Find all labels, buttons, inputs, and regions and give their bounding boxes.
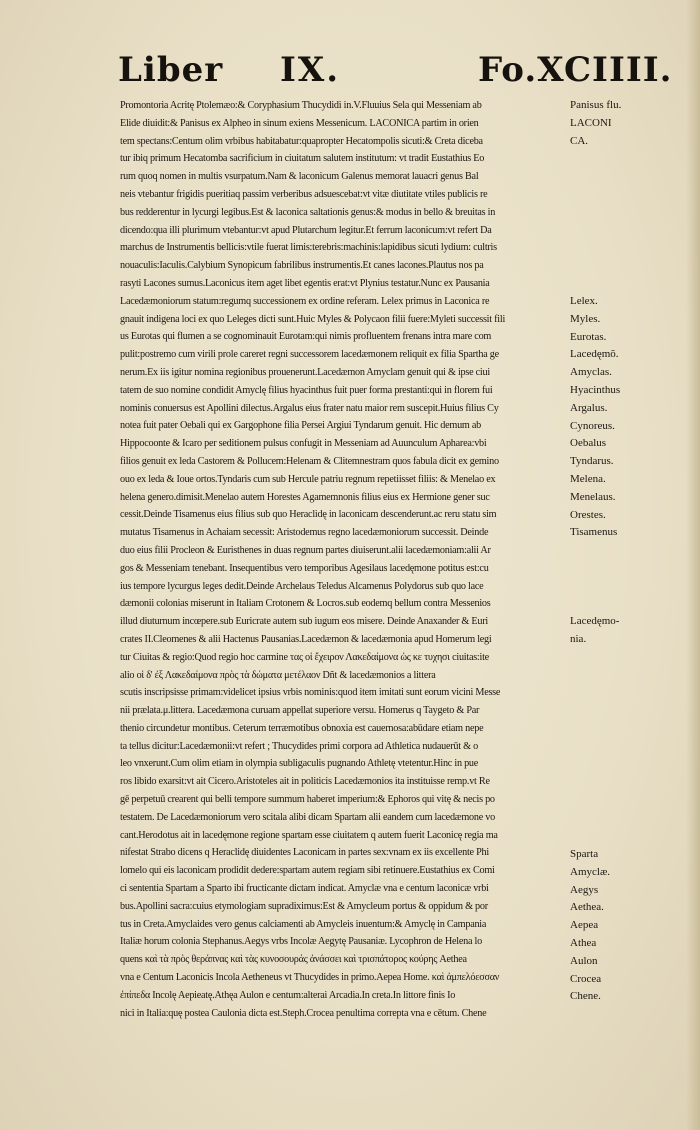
text-line: Hippocoonte & Icaro per seditionem pulsus confugit in Messeniam ad Auunculum Apharea:vbi [120,438,487,450]
text-line: cant.Herodotus ait in lacedęmone regione spartam esse ciuitatem q autem fuerit Laconicę regia ma [120,829,498,841]
margin-note: LACONI [570,116,612,129]
text-line: tem spectans:Centum olim vrbibus habitabatur:quapropter Hecatompolis sicuti:& Creta diceba [120,135,483,147]
main-text-block [120,97,570,1022]
text-line: nifestat Strabo dicens q Heraclidę diuidentes Laconicam in partes sex:vnam ex iis excellente Phi [120,847,489,859]
text-line: rasyti Lacones sumus.Laconicus item aget libet egentis erat:vt Plynius testatur.Nunc ex Pausania [120,277,490,289]
text-line: thenio circundetur montibus. Ceterum terræmotibus obnoxia est cauernosa:abūdare etiam nepe [120,722,484,734]
text-line: ta tellus dicitur:Lacedæmonii:vt refert ; Thucydides primi corpora ad Athletica nudauerūt & o [120,740,478,752]
text-line: lomelo qui eis laconicam prodidit dedere:spartam autem regiam sibi retinuere.Eustathius ex Comi [120,865,495,877]
text-line: Promontoria Acritę Ptolemæo:& Coryphasium Thucydidi in.V.Fluuius Sela qui Messeniam ab [120,100,482,111]
text-line: alio οἱ δ' ἐξ Λακεδαίμονα πρὸς τὰ δώματα μετέλαον Dñt & lacedæmonios a littera [120,669,436,681]
text-line: Italiæ horum colonia Stephanus.Aegys vrbs Incolæ Aegytę Pausaniæ. Lycophron de Helena lo [120,936,482,948]
text-line: pulit:postremo cum virili prole careret regni successorem lacedæmonem reliquit ex filia Spartha ge [120,349,499,361]
margin-note: Myles. [570,312,601,325]
text-line: mutatus Tisamenus in Achaiam secessit: Aristodemus regno lacedæmoniorum successit. Deinde [120,527,489,539]
text-line: ius tempore lycurgus leges dedit.Deinde Archelaus Teledus Alcamenus Polydorus sub quo lace [120,580,484,592]
margin-note: Aepea [570,919,599,932]
margin-note: Hyacinthus [570,383,621,396]
text-line: scutis inscripsisse primam:videlicet ipsius vrbis nominis:quod item imitati sunt eorum vicini Messe [120,687,501,699]
text-line: marchus de Instrumentis bellicis:vtile fuerat limis:terebris:machinis:lapidibus sicuti lydium: cultris [120,242,497,254]
margin-note: Orestes. [570,508,606,521]
margin-note: Aegys [570,883,599,896]
text-line: cessit.Deinde Tisamenus eius filius sub quo Heraclidę in laconicam descenderunt.ac reru statu sim [120,509,497,521]
margin-note: Melena. [570,472,606,485]
text-line: crates II.Cleomenes & alii Hactenus Pausanias.Lacedæmon & lacedæmonia apud Homerum legi [120,633,492,645]
margin-note: Aulon [570,954,598,967]
margin-note: Aethea. [570,901,604,914]
margin-note: Tisamenus [570,526,618,539]
text-line: ouo ex leda & Ioue ortos.Tyndaris cum sub Hercule patriu regnum repetiisset filiis: & Menelao ex [120,473,496,485]
margin-note: Eurotas. [570,330,607,343]
text-line: quens καὶ τὰ πρὸς θεράπνας καὶ τὰς κυνοσουράς ἀνάσσει καὶ τρισπάτορος κούρης Aethea [120,954,467,966]
margin-note: Argalus. [570,401,608,414]
margin-note: CA. [570,134,589,147]
margin-note: Chene. [570,990,601,1003]
text-line: testatem. De Lacedæmoniorum vero scitala alibi dicam Spartam alii eandem cum lacedæmone vo [120,811,495,823]
text-line: ci sententia Spartam a Sparto ibi fructicante dictam indicat. Amyclæ vna e centum laconicæ vrbi [120,883,489,895]
text-line: tatem de suo nomine condidit Amyclę filius hyacinthus fuit puer forma prestanti:qui in florem fui [120,384,493,396]
margin-note: Cynoreus. [570,419,615,432]
margin-note: Lacedęmo- [570,615,620,627]
text-line: dæmonii colonias miserunt in Italiam Crotonem & Locros.sub eodemq bellum contra Messenios [120,598,491,610]
margin-note: Amyclas. [570,366,612,379]
margin-notes-laconica [570,97,690,150]
text-line: nouaculis:Iaculis.Calybium Synopicum fabrilibus instrumentis.Et canes lacones.Plautus nos pa [120,260,484,272]
text-line: nii prælata.μ.littera. Lacedæmona curuam appellat superiore versu. Homerus q Taygeto & Par [120,705,480,717]
text-line: Elide diuidit:& Panisus ex Alpheo in sinum exiens Messenicum. LACONICA partim in orien [120,117,479,129]
text-line: notea fuit pater Oebali qui ex Gargophone filia Persei Argiui Tyndarum genuit. Hic demum ab [120,420,482,432]
text-line: tur Ciuitas & regio:Quod regio hoc carmine τας οἱ ἔχειρον Λακεδαίμονα ὡς κε τυχησι ciuitas:ite [120,651,489,663]
text-line: us Eurotas qui flumen a se cognominauit Eurotam:qui nimis profluentem frenans intra mare com [120,331,492,343]
text-line: helena genero.dimisit.Menelao autem Horestes Agamemnonis filius eius ex Hermione gener suc [120,491,490,503]
margin-note: Crocea [570,972,602,985]
text-line: leo vnxerunt.Cum olim etiam in olympia subligaculis pugnando Athletę vtetentur.Hinc in pue [120,758,479,770]
text-line: bus.Apollini sacra:cuius etymologiam supradiximus:Est & Amycleum portus & oppidum & por [120,900,488,912]
text-line: vna e Centum Laconicis Incola Aetheneus vt Thucydides in primo.Aepea Home. καὶ ἀμπελόεσσαν [120,972,500,984]
text-line: tus in Creta.Amyclaides vero genus calciamenti ab Amycleis inuentum:& Amyclę in Campania [120,918,487,930]
margin-note: Sparta [570,848,599,860]
margin-note: nia. [570,632,587,645]
text-line: filios genuit ex leda Castorem & Pollucem:Helenam & Clitemnestram quos fabula dicit ex gemino [120,455,499,467]
header-book-number: IX. [280,50,341,90]
margin-note: Athea [570,936,597,949]
text-line: nerum.Ex iis igitur nomina regionibus prouenerunt.Lacedæmon Amyclam genuit qui & ipse ciui [120,366,490,378]
text-line: gos & Messeniam tenebant. Insequentibus vero temporibus Agesilaus lacedęmone potitus est:cu [120,562,489,574]
text-line: nominis conuersus est Apollini dilectus.Argalus eius frater natu maior rem suscepit.Huius filius Cy [120,402,499,414]
page-header [0,50,700,100]
header-folio-number: Fo.XCIIII. [478,50,673,90]
margin-notes-lacedaemonia [570,613,690,649]
text-line: dicendo:qua illi plurimum vtebantur:vt apud Plutarchum legitur.Et ferrum laconicum:vt refert Da [120,224,492,236]
margin-note: Amyclæ. [570,865,611,878]
header-book-label: Liber [118,50,224,90]
text-line: duo eius filii Procleon & Euristhenes in duas regnum partes diuiserunt.alii lacedæmoniam:alii Ar [120,544,491,556]
text-line: tur ibiq primum Hecatomba sacrificium in ciuitatum salutem institutum: vt tradit Eustathius Eo [120,153,485,165]
text-line: gnauit indigena loci ex quo Leleges dicti sunt.Huic Myles & Polycaon filii fuere:Myleti successit fili [120,313,506,325]
margin-note: Lacedęmõ. [570,348,619,361]
margin-note: Lelex. [570,295,598,307]
text-line: ros libido exarsit:vt ait Cicero.Aristoteles ait in politicis Lacedæmonios ita instituisse remp.vt Re [120,776,490,788]
text-line: illud diuturnum incœpere.sub Euricrate autem sub iugum eos misere. Deinde Anaxander & Euri [120,616,488,628]
margin-notes-cities [570,846,690,1006]
text-line: nici in Italia:quę postea Caulonia dicta est.Steph.Crocea penultima correpta vna e cētum. Chene [120,1007,487,1019]
text-line: Lacedæmoniorum statum:regumq successionem ex ordine referam. Lelex primus in Laconica re [120,295,490,307]
margin-notes-kings [570,293,690,542]
text-line: ἐπίπεδα Incolę Aepieatę.Athęa Aulon e centum:alterai Arcadia.In creta.In littore finis Io [120,989,456,1001]
margin-note: Tyndarus. [570,455,614,468]
text-line: gē perpetuū crearent qui belli tempore summum haberet imperium:& Ephoros qui vitę & necis po [120,794,495,806]
text-line: bus redderentur in lycurgi legibus.Est & laconica saltationis genus:& modus in bello & breuitas in [120,206,496,218]
text-line: rum quoq nomen in multis vsurpatum.Nam & laconicum Galenus memorat lauacri genus Bal [120,171,479,183]
text-line: neis vtebantur frigidis pueritiaq passim verberibus adsuescebat:vt vitæ diutitate vtiles publicis re [120,188,488,200]
margin-note: Menelaus. [570,490,616,503]
margin-note: Oebalus [570,437,607,450]
margin-note: Panisus flu. [570,99,622,111]
